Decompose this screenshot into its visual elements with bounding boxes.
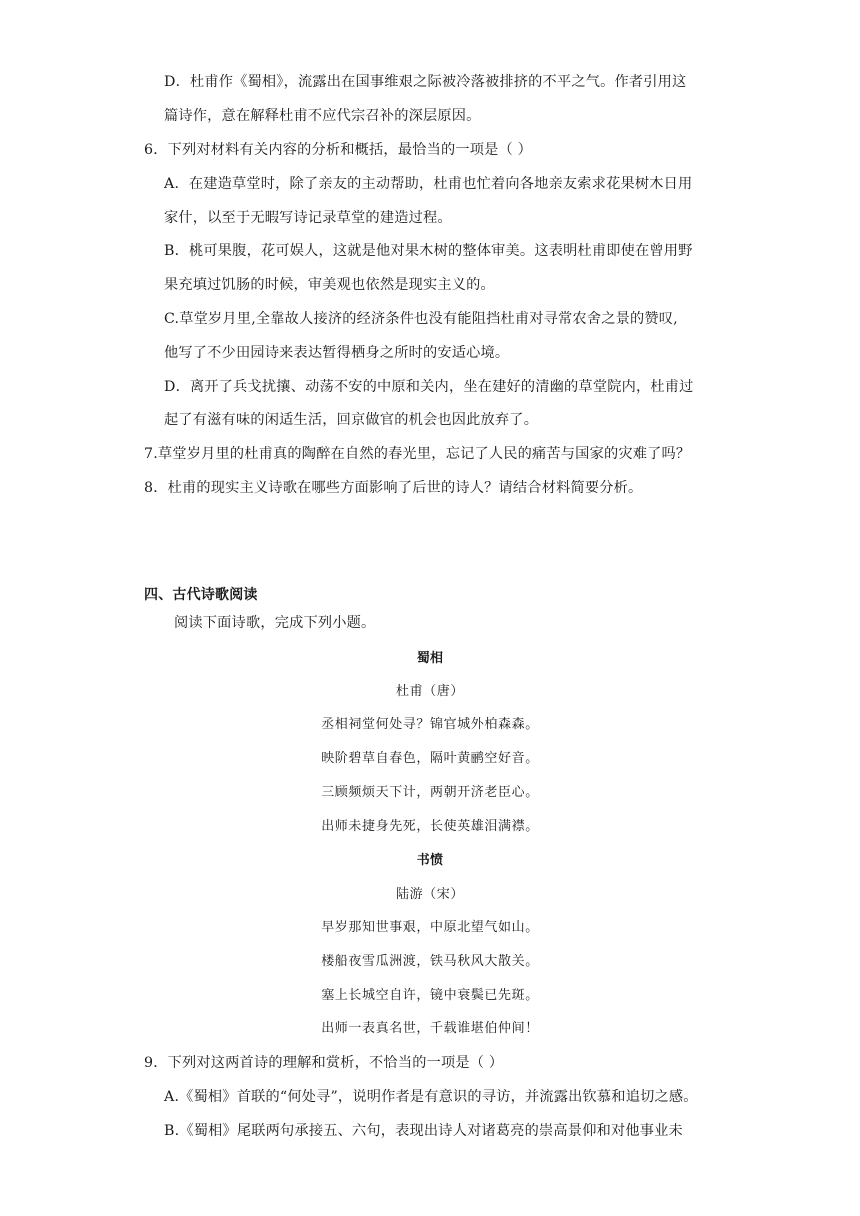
q9-option-a: A.《蜀相》首联的“何处寻”，说明作者是有意识的寻访，并流露出钦慕和追切之感。	[164, 1089, 698, 1105]
q6-option-c-line1: C.草堂岁月里,全靠故人接济的经济条件也没有能阻挡杜甫对寻常农舍之景的赞叹,	[164, 311, 678, 327]
poem1-line: 映阶碧草自春色，隔叶黄鹂空好音。	[321, 751, 539, 766]
q6-option-a-line2: 家什，以至于无暇写诗记录草堂的建造过程。	[164, 210, 452, 226]
q6-option-b-line1: B．桃可果腹，花可娱人，这就是他对果木树的整体审美。这表明杜甫即使在曾用野	[164, 243, 693, 259]
question-7: 7.草堂岁月里的杜甫真的陶醉在自然的春光里，忘记了人民的痛苦与国家的灾难了吗？	[144, 446, 691, 462]
question-9: 9．下列对这两首诗的理解和赏析，不恰当的一项是（ ）	[144, 1055, 504, 1071]
q9-option-b-line1: B.《蜀相》尾联两句承接五、六句，表现出诗人对诸葛亮的崇高景仰和对他事业未	[164, 1123, 683, 1139]
poem2-line: 楼船夜雪瓜洲渡，铁马秋风大散关。	[321, 954, 539, 969]
question-6: 6．下列对材料有关内容的分析和概括，最恰当的一项是（ ）	[144, 142, 533, 158]
q6-option-d-line2: 起了有滋有味的闲适生活，回京做官的机会也因此放弃了。	[164, 412, 539, 428]
poem2-title: 书愤	[416, 853, 444, 868]
q5-option-d-line2: 篇诗作，意在解释杜甫不应代宗召补的深层原因。	[164, 108, 481, 124]
poem2-line: 出师一表真名世，千载谁堪伯仲间！	[321, 1021, 539, 1036]
q6-option-c-line2: 他写了不少田园诗来表达暂得栖身之所时的安适心境。	[164, 345, 510, 361]
section-instruction: 阅读下面诗歌，完成下列小题。	[174, 615, 376, 631]
poem1-line: 三顾频烦天下计，两朝开济老臣心。	[321, 785, 539, 800]
q6-option-d-line1: D．离开了兵戈扰攘、动荡不安的中原和关内，坐在建好的清幽的草堂院内，杜甫过	[164, 379, 694, 395]
q6-option-a-line1: A．在建造草堂时，除了亲友的主动帮助，杜甫也忙着向各地亲友索求花果树木日用	[164, 176, 693, 192]
poem2-line: 塞上长城空自许，镜中衰鬓已先斑。	[321, 988, 539, 1003]
poem2-author: 陆游（宋）	[395, 887, 464, 902]
poem1-title: 蜀相	[416, 651, 444, 666]
poem1-author: 杜甫（唐）	[395, 684, 464, 699]
question-8: 8．杜甫的现实主义诗歌在哪些方面影响了后世的诗人？请结合材料简要分析。	[144, 480, 643, 496]
q5-option-d-line1: D．杜甫作《蜀相》，流露出在国事维艰之际被冷落被排挤的不平之气。作者引用这	[164, 74, 687, 90]
q6-option-b-line2: 果充填过饥肠的时候，审美观也依然是现实主义的。	[164, 277, 495, 293]
section-heading: 四、古代诗歌阅读	[144, 587, 258, 603]
poem2-line: 早岁那知世事艰，中原北望气如山。	[321, 920, 539, 935]
poem1-line: 出师未捷身先死，长使英雄泪满襟。	[321, 819, 539, 834]
poem1-line: 丞相祠堂何处寻？锦官城外柏森森。	[321, 717, 539, 732]
